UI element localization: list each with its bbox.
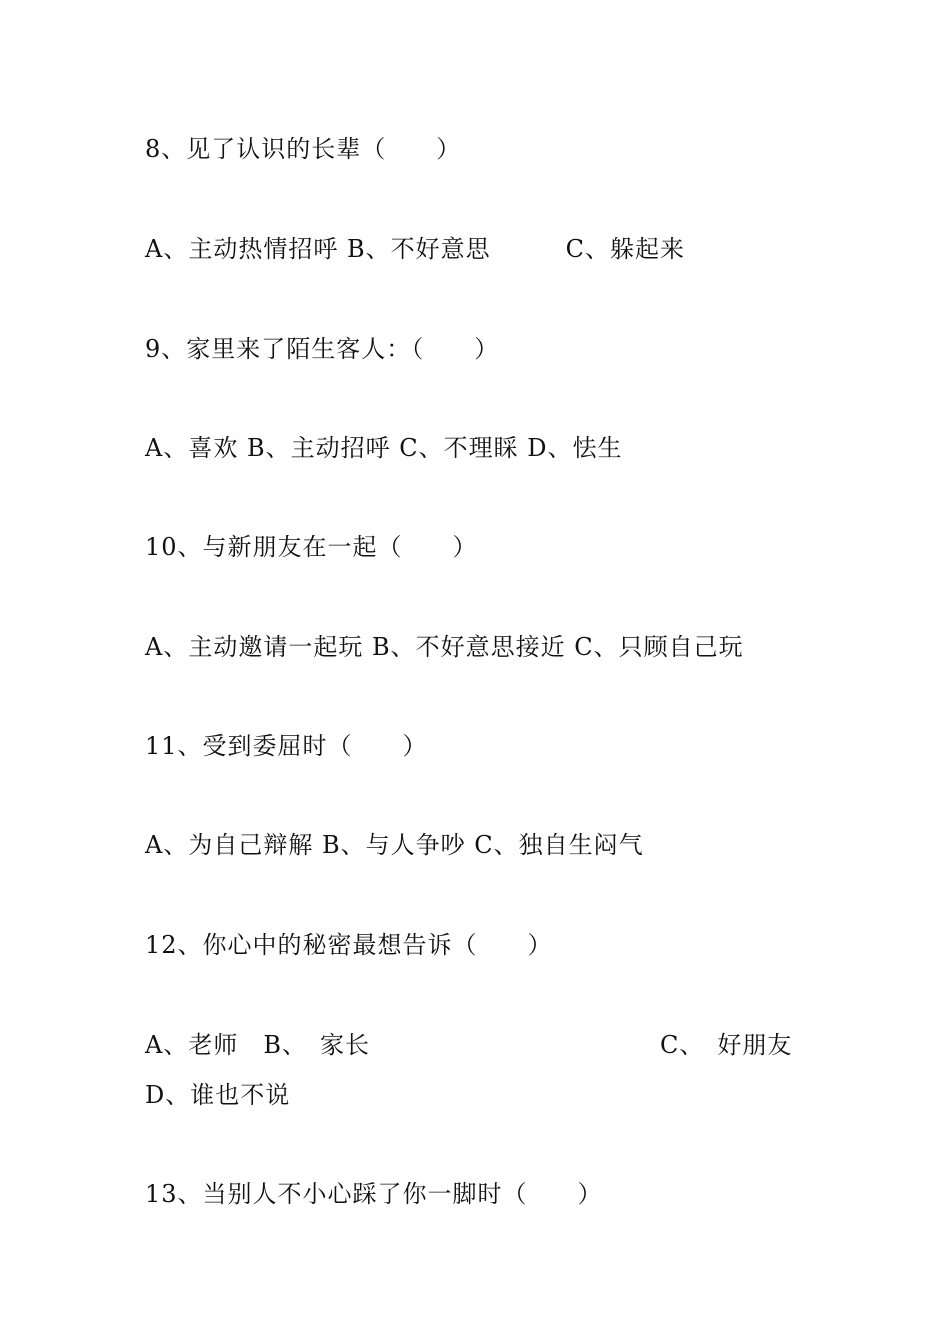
question-11-prompt: 11、受到委屈时（ ）: [145, 732, 428, 760]
question-9-prompt: 9、家里来了陌生客人：（ ）: [145, 335, 500, 363]
question-11-options: A、为自己辩解 B、与人争吵 C、独自生闷气: [145, 831, 644, 859]
question-10-prompt: 10、与新朋友在一起（ ）: [145, 533, 478, 561]
question-10-options: A、主动邀请一起玩 B、不好意思接近 C、只顾自己玩: [145, 633, 744, 661]
question-12-prompt: 12、你心中的秘密最想告诉（ ）: [145, 931, 553, 959]
question-12-options-c: C、 好朋友: [660, 1031, 793, 1059]
question-8-prompt: 8、见了认识的长辈（ ）: [145, 135, 462, 163]
question-12-options-ab: A、老师 B、 家长: [145, 1031, 370, 1059]
question-8-options: A、主动热情招呼 B、不好意思 C、躲起来: [145, 235, 685, 263]
question-12-options-d: D、谁也不说: [145, 1081, 291, 1109]
question-13-prompt: 13、当别人不小心踩了你一脚时（ ）: [145, 1180, 603, 1208]
question-9-options: A、喜欢 B、主动招呼 C、不理睬 D、怯生: [145, 434, 623, 462]
